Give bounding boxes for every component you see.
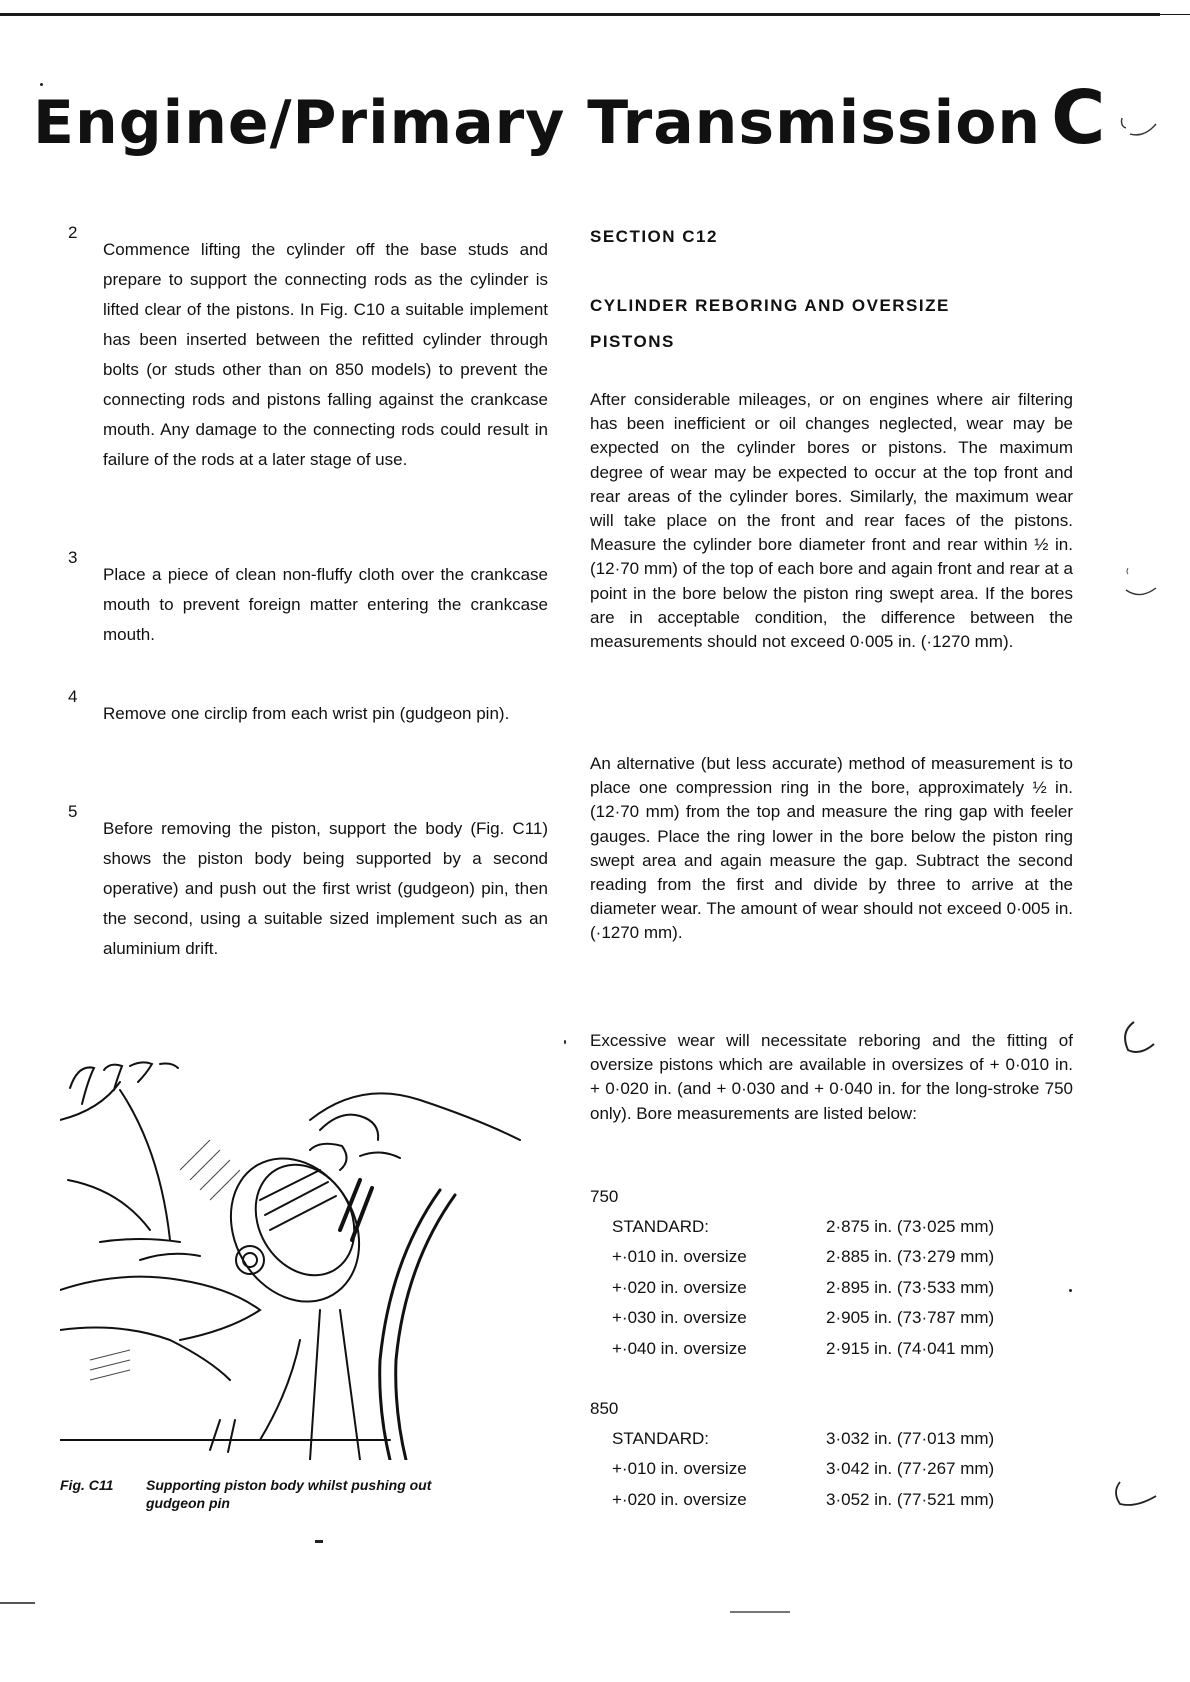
step-number: 5	[68, 802, 78, 821]
step-text: Commence lifting the cylinder off the base studs and prepare to support the connecting rods as the cylinder is lifted clear of the pistons. In Fig. C10 a suitable implement has been inserted between the refitted cylinder through bolts (or studs other than on 850 models) to prevent the connecting rods and pistons falling against the crankcase mouth. Any damage to the connecting rods could result in failure of the rods at a later stage of use.	[103, 240, 548, 469]
table-row	[590, 1303, 1060, 1333]
bore-size-value: 2·885 in. (73·279 mm)	[826, 1247, 995, 1267]
bore-size-value: 3·042 in. (77·267 mm)	[826, 1459, 995, 1479]
margin-curl-icon	[1108, 1478, 1160, 1514]
table-row	[590, 1485, 1060, 1515]
speck	[315, 1540, 323, 1543]
model-label: 750	[590, 1187, 619, 1206]
figure-caption	[60, 1476, 486, 1512]
top-rule	[0, 13, 1160, 16]
step-number: 2	[68, 223, 78, 242]
bore-size-value: 2·905 in. (73·787 mm)	[826, 1308, 995, 1328]
paragraph-oversize	[590, 1029, 1073, 1126]
bore-size-label: STANDARD:	[612, 1217, 709, 1236]
paragraph-text: Excessive wear will necessitate reboring and the fitting of oversize pistons which are available in oversizes of + 0·010 in. + 0·020 in. (and + 0·030 and + 0·040 in. for the long-stroke 750 only). Bore measurements are listed below:	[590, 1031, 1073, 1123]
bore-size-label: +·040 in. oversize	[612, 1338, 747, 1358]
paragraph-text: After considerable mileages, or on engines where air filtering has been inefficient or oil changes neglected, wear may be expected on the cylinder bores or pistons. The maximum degree of wear may be expected to occur at the top front and rear areas of the cylinder bores. Similarly, the maximum wear will take place on the front and rear faces of the pistons. Measure the cylinder bore diameter front and rear within ½ in. (12·70 mm) of the top of each bore and again front and rear at a point in the bore below the piston ring swept area. If the bores are in acceptable condition, the difference between the measurements should not exceed 0·005 in. (·1270 mm).	[590, 390, 1073, 652]
bore-size-label: STANDARD:	[612, 1429, 709, 1448]
speck	[1069, 1289, 1072, 1292]
paragraph-alternative	[590, 752, 1073, 946]
speck	[40, 83, 43, 86]
step-2	[68, 218, 548, 492]
bore-size-value: 3·052 in. (77·521 mm)	[826, 1489, 995, 1509]
bore-table-750	[590, 1182, 1060, 1364]
step-number: 3	[68, 548, 78, 567]
figure-caption-text: Supporting piston body whilst pushing out gudgeon pin	[146, 1477, 432, 1511]
scan-mark	[730, 1611, 790, 1613]
speck	[564, 1040, 566, 1044]
section-heading-line2: PISTONS	[590, 332, 675, 351]
bore-size-label: +·030 in. oversize	[612, 1308, 747, 1328]
step-5	[68, 797, 548, 981]
page-title	[33, 75, 1107, 161]
section-heading	[590, 288, 1073, 360]
figure-label: Fig. C11	[60, 1477, 114, 1493]
bore-size-value: 3·032 in. (77·013 mm)	[826, 1429, 995, 1448]
step-text: Remove one circlip from each wrist pin (gudgeon pin).	[103, 704, 510, 723]
bore-size-value: 2·875 in. (73·025 mm)	[826, 1217, 995, 1236]
bore-size-label: +·020 in. oversize	[612, 1489, 747, 1509]
bore-size-label: +·010 in. oversize	[612, 1247, 747, 1267]
figure-illustration	[60, 1060, 560, 1460]
table-row	[590, 1212, 1060, 1242]
bore-size-label: +·020 in. oversize	[612, 1277, 747, 1297]
table-row	[590, 1242, 1060, 1272]
section-letter: C	[1051, 75, 1107, 161]
right-column	[590, 219, 1073, 255]
scan-mark	[0, 1602, 35, 1604]
section-heading-line1: CYLINDER REBORING AND OVERSIZE	[590, 296, 950, 315]
step-3	[68, 543, 548, 667]
margin-curl-icon	[1118, 112, 1158, 140]
bore-table-850	[590, 1394, 1060, 1515]
step-text: Place a piece of clean non-fluffy cloth over the crankcase mouth to prevent foreign matter entering the crankcase mouth.	[103, 565, 548, 644]
paragraph-wear	[590, 388, 1073, 654]
table-row	[590, 1334, 1060, 1364]
bore-size-label: +·010 in. oversize	[612, 1459, 747, 1479]
table-row	[590, 1454, 1060, 1484]
step-4	[68, 682, 548, 746]
section-number: SECTION C12	[590, 227, 718, 246]
bore-size-value: 2·915 in. (74·041 mm)	[826, 1338, 995, 1358]
page-title-text: Engine/Primary Transmission	[33, 88, 1042, 158]
step-number: 4	[68, 687, 78, 706]
table-row	[590, 1273, 1060, 1303]
step-text: Before removing the piston, support the body (Fig. C11) shows the piston body being supported by a second operative) and push out the first wrist (gudgeon) pin, then the second, using a suitable sized implement such as an aluminium drift.	[103, 819, 548, 958]
table-row	[590, 1424, 1060, 1454]
margin-curl-icon	[1120, 560, 1160, 600]
paragraph-text: An alternative (but less accurate) method of measurement is to place one compression ring in the bore, approximately ½ in. (12·70 mm) from the top and measure the ring gap with feeler gauges. Place the ring lower in the bore below the piston ring swept area and again measure the gap. Subtract the second reading from the first and divide by three to arrive at the diameter wear. The amount of wear should not exceed 0·005 in. (·1270 mm).	[590, 754, 1073, 943]
model-label: 850	[590, 1399, 619, 1418]
top-rule-tail	[1160, 14, 1190, 15]
margin-curl-icon	[1118, 1018, 1160, 1060]
bore-size-value: 2·895 in. (73·533 mm)	[826, 1277, 995, 1297]
